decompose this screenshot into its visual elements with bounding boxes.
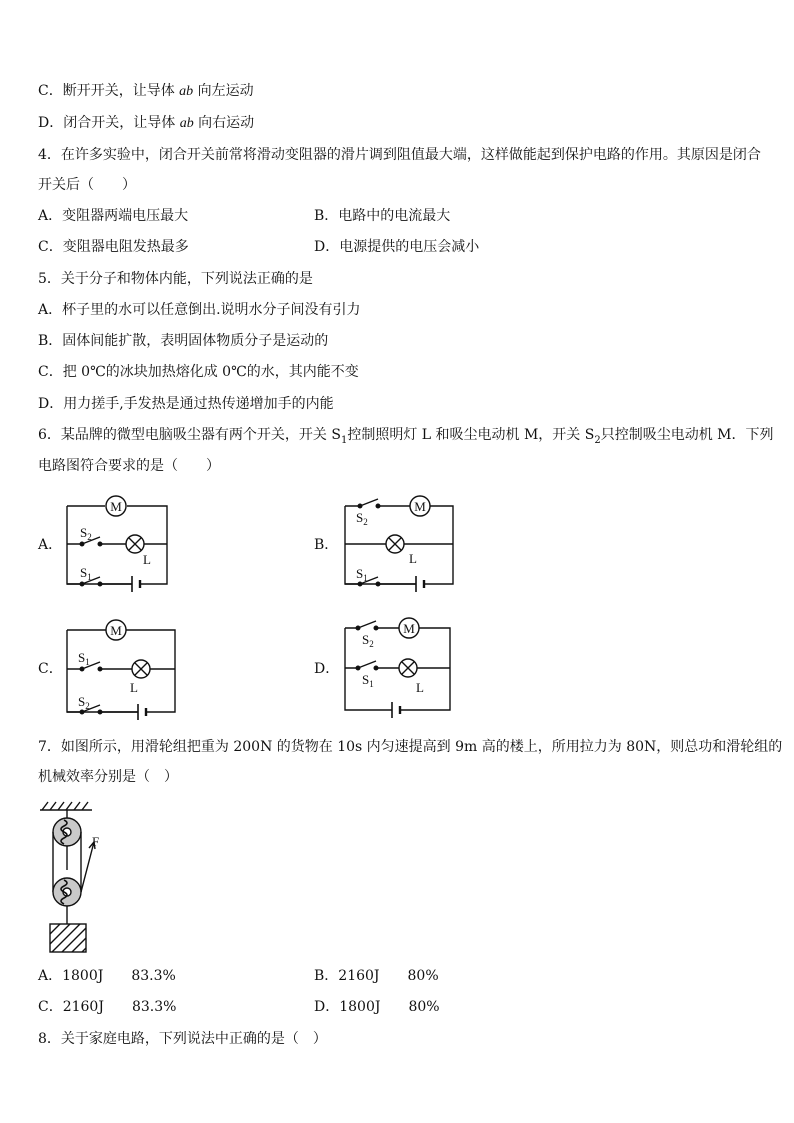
motor-label: M (414, 499, 426, 514)
q6-option-c-label: C． (38, 661, 63, 677)
circuit-diagram-c (60, 616, 180, 720)
switch-s2-label: $S_2$ (78, 694, 90, 711)
q6-stem-line2: 电路图符合要求的是（ ） (38, 458, 220, 474)
q5-option-b: B．固体间能扩散，表明固体物质分子是运动的 (38, 333, 329, 349)
q4-option-b: B．电路中的电流最大 (314, 208, 451, 224)
circuit-diagram-d (338, 614, 456, 718)
q6-option-a-label: A． (38, 537, 63, 553)
q3-option-d: D．闭合开关，让导体 ab 向右运动 (38, 115, 255, 131)
q6-option-b-label: B． (314, 537, 339, 553)
pulley-system-diagram (36, 800, 116, 954)
switch-s1-label: $S_1$ (78, 650, 90, 667)
q7-option-d: D．1800J 80% (314, 999, 440, 1015)
q7-stem-line1: 7．如图所示，用滑轮组把重为 200N 的货物在 10s 内匀速提高到 9m 高的楼上，所用拉力为 80N，则总功和滑轮组的 (38, 739, 783, 755)
q4-option-a: A．变阻器两端电压最大 (38, 208, 189, 224)
lamp-label: L (143, 552, 151, 567)
q5-stem: 5．关于分子和物体内能，下列说法正确的是 (38, 271, 313, 287)
q6-option-d-label: D． (314, 661, 340, 677)
switch-s2-label: $S_2$ (80, 525, 92, 542)
q7-option-a: A．1800J 83.3% (38, 968, 176, 984)
switch-s2-label: $S_2$ (362, 632, 374, 649)
force-label: F (92, 834, 100, 849)
lamp-label: L (130, 680, 138, 695)
lamp-label: L (416, 680, 424, 695)
motor-label: M (403, 621, 415, 636)
q4-option-c: C．变阻器电阻发热最多 (38, 239, 189, 255)
circuit-diagram-a (60, 492, 180, 592)
q5-option-d: D．用力搓手,手发热是通过热传递增加手的内能 (38, 396, 334, 412)
q4-option-d: D．电源提供的电压会减小 (314, 239, 480, 255)
q7-option-b: B．2160J 80% (314, 968, 439, 984)
q7-stem-line2: 机械效率分别是（ ） (38, 769, 178, 785)
switch-s2-label: $S_2$ (356, 510, 368, 527)
q7-option-c: C．2160J 83.3% (38, 999, 177, 1015)
motor-label: M (110, 623, 122, 638)
switch-s1-label: $S_1$ (362, 672, 374, 689)
q8-stem: 8．关于家庭电路，下列说法中正确的是（ ） (38, 1031, 327, 1047)
switch-s1-label: $S_1$ (80, 565, 92, 582)
q3-option-c: C．断开开关，让导体 ab 向左运动 (38, 83, 254, 99)
motor-label: M (110, 499, 122, 514)
lamp-label: L (409, 551, 417, 566)
q6-stem-line1: 6．某品牌的微型电脑吸尘器有两个开关，开关 $S_1$控制照明灯 L 和吸尘电动机 M，开关 $S_2$只控制吸尘电动机 M．下列 (38, 427, 774, 446)
q4-stem-line2: 开关后（ ） (38, 177, 136, 193)
switch-s1-label: $S_1$ (356, 566, 368, 583)
q5-option-c: C．把 0℃的冰块加热熔化成 0℃的水，其内能不变 (38, 364, 359, 380)
q4-stem-line1: 4．在许多实验中，闭合开关前常将滑动变阻器的滑片调到阻值最大端，这样做能起到保护电路的作用。其原因是闭合 (38, 147, 761, 163)
q5-option-a: A．杯子里的水可以任意倒出.说明水分子间没有引力 (38, 302, 361, 318)
circuit-diagram-b (338, 490, 458, 592)
